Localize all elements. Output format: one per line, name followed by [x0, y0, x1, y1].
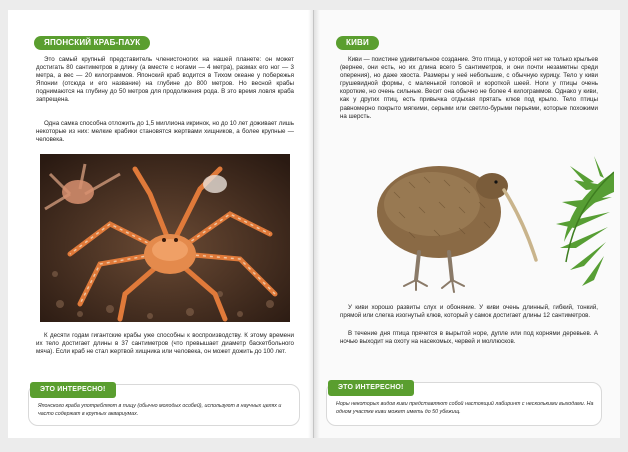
- crab-paragraph-1: Это самый крупный представитель членистоногих на нашей планете: он может достигать 80 сантиметров в длину (а вместе с ногами — 4 метра), размах его ног — 3 метра, а вес — 20 килограммов. Японский краб водится в Тихом океане у побережья Японии (отсюда и его название) на глубине до 800 метров. Но весной крабы поднимаются на глубину до 50 метров для продолжения рода. В это время ловля краба запрещена.: [36, 56, 294, 104]
- section-title-kiwi: КИВИ: [336, 36, 379, 50]
- book-spread: [8, 10, 620, 438]
- kiwi-photo: [324, 152, 614, 302]
- kiwi-paragraph-1: Киви — поистине удивительное создание. Это птица, у которой нет не только крыльев (вернее, они есть, но их длина всего 5 сантиметров, и они почти незаметны среди оперения), но даже хвоста. Размеры у неё небольшие, с обычную курицу. Тело у киви грушевидной формы, с маленькой головой и короткой шеей. Ноги у птицы очень короткие, но очень сильные. Весит она обычно не более 4 килограммов. Однако у киви, как у других птиц, есть привычка отдыхая прятать клюв под крыло. Тело птицы равномерно покрыто мягкими, серыми или светло-бурыми перьями, которые похожими на шерсть.: [340, 56, 598, 120]
- kiwi-interest-text: Норы некоторых видов киви представляют собой настоящий лабиринт с несколькими выходами. На одном участке киви может иметь до 50 убежищ.: [336, 401, 594, 415]
- left-page: [8, 10, 314, 438]
- section-title-crab: ЯПОНСКИЙ КРАБ-ПАУК: [34, 36, 150, 50]
- crab-photo: [40, 154, 290, 322]
- crab-interest-text: Японского краба употребляют в пищу (обычно молодых особей), используют в научных целях и часто содержат в крупных аквариумах.: [38, 403, 282, 417]
- crab-illustration: [40, 154, 290, 322]
- kiwi-interest-badge: ЭТО ИНТЕРЕСНО!: [328, 380, 414, 396]
- crab-interest-badge: ЭТО ИНТЕРЕСНО!: [30, 382, 116, 398]
- kiwi-paragraph-2: У киви хорошо развиты слух и обоняние. У киви очень длинный, гибкий, тонкий, прямой или слегка изогнутый клюв, который у самок достигает длины 12 сантиметров.: [340, 304, 598, 320]
- kiwi-illustration: [324, 152, 614, 302]
- kiwi-paragraph-3: В течение дня птица прячется в вырытой норе, дупле или под корнями деревьев. А ночью выходит на охоту на насекомых, червей и моллюсков.: [340, 330, 598, 346]
- crab-paragraph-3: К десяти годам гигантские крабы уже способны к воспроизводству. К этому времени их тело достигает длины в 37 сантиметров (что превышает диаметр баскетбольного мяча). Если краб не стал жертвой хищника или человека, он может дожить до 100 лет.: [36, 332, 294, 356]
- right-page: [314, 10, 620, 438]
- crab-paragraph-2: Одна самка способна отложить до 1,5 миллиона икринок, но до 10 лет доживает лишь некоторые из них: мелкие крабики становятся жертвами хищников, а более крупные — человека.: [36, 120, 294, 144]
